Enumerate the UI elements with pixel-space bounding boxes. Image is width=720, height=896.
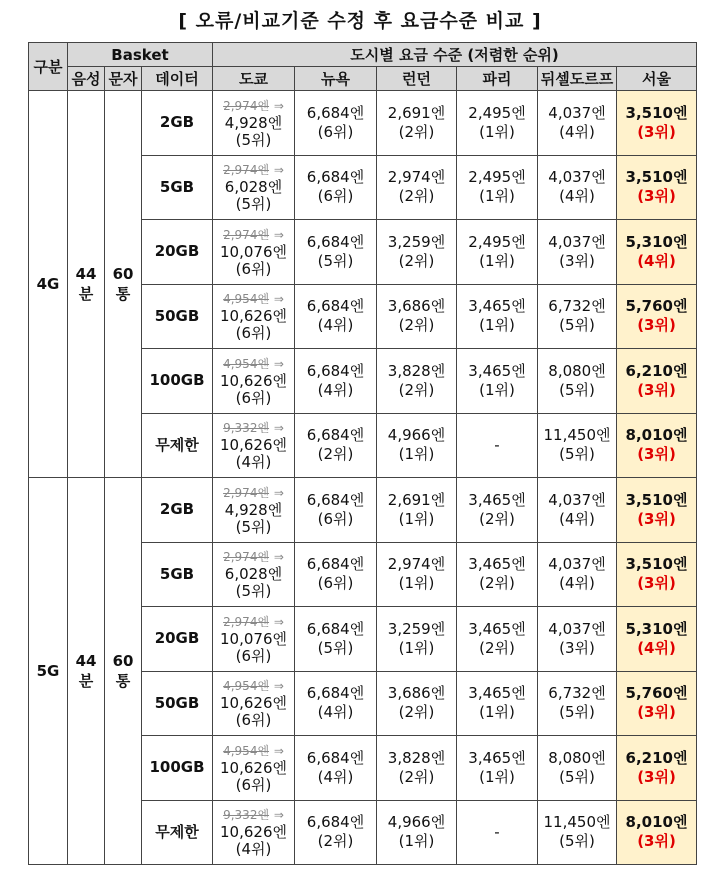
seoul-price-value: 3,510엔 xyxy=(625,555,688,574)
seoul-rank: (4위) xyxy=(637,638,676,657)
dusseldorf-price xyxy=(538,542,617,607)
london-price xyxy=(377,800,457,865)
newyork-rank: (4위) xyxy=(317,316,354,335)
seoul-price xyxy=(617,478,697,543)
data-plan: 50GB xyxy=(142,671,213,736)
london-price-value: 2,974엔 xyxy=(387,555,446,574)
dusseldorf-price xyxy=(538,671,617,736)
dusseldorf-rank: (4위) xyxy=(559,574,595,593)
dusseldorf-price-value: 11,450엔 xyxy=(543,813,611,832)
london-rank: (2위) xyxy=(398,767,435,786)
voice-amount: 44 xyxy=(75,652,97,670)
paris-rank: (2위) xyxy=(479,574,515,593)
paris-price xyxy=(457,800,538,865)
newyork-price xyxy=(295,542,377,607)
london-price xyxy=(377,349,457,414)
tokyo-old-price: 4,954엔 xyxy=(223,743,270,758)
tokyo-rank: (5위) xyxy=(235,130,272,149)
tokyo-price xyxy=(213,413,295,478)
table-row xyxy=(29,478,697,543)
paris-price xyxy=(457,736,538,801)
header-city-dusseldorf: 뒤셀도르프 xyxy=(538,67,617,91)
london-price xyxy=(377,220,457,285)
tokyo-old-price-line xyxy=(213,484,294,502)
newyork-price xyxy=(295,284,377,349)
dusseldorf-price-value: 11,450엔 xyxy=(543,426,611,445)
dusseldorf-price-value: 4,037엔 xyxy=(548,103,606,122)
table-header xyxy=(29,43,697,91)
tokyo-old-price-line xyxy=(213,613,294,631)
dusseldorf-rank: (5위) xyxy=(559,832,595,851)
header-basket: Basket xyxy=(68,43,213,67)
data-plan: 무제한 xyxy=(142,413,213,478)
network-generation: 5G xyxy=(29,478,68,865)
paris-price xyxy=(457,220,538,285)
header-category: 구분 xyxy=(29,43,68,91)
paris-price-value: 3,465엔 xyxy=(468,748,526,767)
london-price-value: 3,686엔 xyxy=(387,297,446,316)
sms-amount: 60 xyxy=(112,652,134,670)
seoul-price xyxy=(617,349,697,414)
tokyo-price xyxy=(213,736,295,801)
seoul-price xyxy=(617,155,697,220)
tokyo-price xyxy=(213,91,295,156)
newyork-price-value: 6,684엔 xyxy=(306,555,365,574)
tokyo-old-price: 4,954엔 xyxy=(223,679,270,694)
dusseldorf-price-value: 8,080엔 xyxy=(548,748,606,767)
newyork-rank: (5위) xyxy=(317,251,354,270)
seoul-price xyxy=(617,671,697,736)
dusseldorf-price-value: 4,037엔 xyxy=(548,555,606,574)
dusseldorf-rank: (5위) xyxy=(559,380,595,399)
dusseldorf-price xyxy=(538,800,617,865)
data-plan: 무제한 xyxy=(142,800,213,865)
seoul-price xyxy=(617,542,697,607)
dusseldorf-rank: (3위) xyxy=(559,251,595,270)
paris-price xyxy=(457,671,538,736)
seoul-price-value: 5,310엔 xyxy=(625,619,688,638)
arrow-right-icon: ⇒ xyxy=(273,550,284,565)
tokyo-new-price: 4,928엔 xyxy=(224,500,283,519)
arrow-right-icon: ⇒ xyxy=(273,98,284,113)
london-rank: (2위) xyxy=(398,187,435,206)
tokyo-new-price: 10,626엔 xyxy=(220,758,287,777)
seoul-price xyxy=(617,220,697,285)
seoul-price-value: 5,760엔 xyxy=(625,684,688,703)
paris-price-value: 2,495엔 xyxy=(468,103,526,122)
paris-price-value: 3,465엔 xyxy=(468,490,526,509)
london-rank: (1위) xyxy=(398,574,435,593)
paris-price xyxy=(457,413,538,478)
sms-basket xyxy=(105,91,142,478)
tokyo-old-price: 2,974엔 xyxy=(223,614,270,629)
newyork-price-value: 6,684엔 xyxy=(306,297,365,316)
dusseldorf-rank: (5위) xyxy=(559,316,595,335)
london-rank: (2위) xyxy=(398,703,435,722)
tokyo-old-price-line xyxy=(213,419,294,437)
seoul-price-value: 3,510엔 xyxy=(625,168,688,187)
london-price-value: 4,966엔 xyxy=(387,426,446,445)
tokyo-old-price: 2,974엔 xyxy=(223,163,270,178)
seoul-price-value: 3,510엔 xyxy=(625,103,688,122)
paris-rank: (1위) xyxy=(479,122,515,141)
london-price xyxy=(377,671,457,736)
newyork-price xyxy=(295,413,377,478)
data-plan: 20GB xyxy=(142,607,213,672)
tokyo-old-price-line xyxy=(213,742,294,760)
dusseldorf-price xyxy=(538,607,617,672)
header-city-newyork: 뉴욕 xyxy=(295,67,377,91)
tokyo-old-price: 9,332엔 xyxy=(223,421,270,436)
seoul-price xyxy=(617,91,697,156)
london-rank: (1위) xyxy=(398,509,435,528)
tokyo-old-price: 2,974엔 xyxy=(223,550,270,565)
dusseldorf-price-value: 4,037엔 xyxy=(548,619,606,638)
dusseldorf-price xyxy=(538,220,617,285)
tokyo-old-price: 2,974엔 xyxy=(223,485,270,500)
seoul-price-value: 5,760엔 xyxy=(625,297,688,316)
dusseldorf-price-value: 6,732엔 xyxy=(548,684,606,703)
tokyo-old-price: 2,974엔 xyxy=(223,227,270,242)
london-price xyxy=(377,91,457,156)
dusseldorf-price xyxy=(538,284,617,349)
dusseldorf-rank: (5위) xyxy=(559,703,595,722)
tokyo-new-price: 6,028엔 xyxy=(224,565,283,584)
seoul-rank: (3위) xyxy=(637,832,676,851)
paris-price xyxy=(457,91,538,156)
data-plan: 5GB xyxy=(142,155,213,220)
london-price xyxy=(377,155,457,220)
dusseldorf-price-value: 8,080엔 xyxy=(548,361,606,380)
sms-unit: 통 xyxy=(115,285,131,303)
paris-price xyxy=(457,349,538,414)
newyork-price-value: 6,684엔 xyxy=(306,232,365,251)
newyork-rank: (4위) xyxy=(317,703,354,722)
seoul-rank: (3위) xyxy=(637,509,676,528)
tokyo-price xyxy=(213,542,295,607)
tokyo-price xyxy=(213,284,295,349)
seoul-price-value: 6,210엔 xyxy=(625,748,688,767)
newyork-price-value: 6,684엔 xyxy=(306,361,365,380)
header-city-level: 도시별 요금 수준 (저렴한 순위) xyxy=(213,43,697,67)
seoul-price xyxy=(617,413,697,478)
data-plan: 50GB xyxy=(142,284,213,349)
london-price xyxy=(377,413,457,478)
paris-rank: (2위) xyxy=(479,638,515,657)
data-plan: 2GB xyxy=(142,478,213,543)
dusseldorf-price xyxy=(538,155,617,220)
newyork-price-value: 6,684엔 xyxy=(306,168,365,187)
tokyo-new-price: 10,626엔 xyxy=(220,307,287,326)
paris-price-value: 3,465엔 xyxy=(468,555,526,574)
data-plan: 100GB xyxy=(142,736,213,801)
sms-unit: 통 xyxy=(115,672,131,690)
seoul-price-value: 5,310엔 xyxy=(625,232,688,251)
seoul-price-value: 8,010엔 xyxy=(625,813,688,832)
paris-price xyxy=(457,607,538,672)
tokyo-rank: (4위) xyxy=(235,840,272,859)
newyork-price-value: 6,684엔 xyxy=(306,490,365,509)
arrow-right-icon: ⇒ xyxy=(273,485,284,500)
data-plan: 20GB xyxy=(142,220,213,285)
data-plan: 2GB xyxy=(142,91,213,156)
seoul-price xyxy=(617,736,697,801)
tokyo-old-price-line xyxy=(213,677,294,695)
tokyo-new-price: 10,076엔 xyxy=(220,242,287,261)
tokyo-price xyxy=(213,800,295,865)
newyork-price xyxy=(295,155,377,220)
london-price xyxy=(377,607,457,672)
london-rank: (1위) xyxy=(398,638,435,657)
arrow-right-icon: ⇒ xyxy=(273,679,284,694)
london-price xyxy=(377,478,457,543)
london-price-value: 3,828엔 xyxy=(387,361,446,380)
seoul-rank: (3위) xyxy=(637,574,676,593)
header-city-london: 런던 xyxy=(377,67,457,91)
arrow-right-icon: ⇒ xyxy=(273,163,284,178)
london-price-value: 3,686엔 xyxy=(387,684,446,703)
tokyo-old-price-line xyxy=(213,355,294,373)
london-rank: (2위) xyxy=(398,380,435,399)
dusseldorf-price xyxy=(538,413,617,478)
page-title: [ 오류/비교기준 수정 후 요금수준 비교 ] xyxy=(178,10,542,32)
header-city-tokyo: 도쿄 xyxy=(213,67,295,91)
arrow-right-icon: ⇒ xyxy=(273,292,284,307)
london-price-value: 2,691엔 xyxy=(387,103,446,122)
newyork-price-value: 6,684엔 xyxy=(306,748,365,767)
london-price xyxy=(377,736,457,801)
seoul-rank: (3위) xyxy=(637,316,676,335)
paris-rank: (1위) xyxy=(479,703,515,722)
tokyo-rank: (6위) xyxy=(235,646,272,665)
newyork-price xyxy=(295,478,377,543)
voice-amount: 44 xyxy=(75,265,97,283)
tokyo-old-price-line xyxy=(213,806,294,824)
paris-price-value: 2,495엔 xyxy=(468,168,526,187)
tokyo-rank: (6위) xyxy=(235,775,272,794)
tokyo-new-price: 10,076엔 xyxy=(220,629,287,648)
newyork-price-value: 6,684엔 xyxy=(306,813,365,832)
tokyo-new-price: 4,928엔 xyxy=(224,113,283,132)
london-price-value: 2,974엔 xyxy=(387,168,446,187)
seoul-price xyxy=(617,284,697,349)
newyork-price xyxy=(295,607,377,672)
header-city-paris: 파리 xyxy=(457,67,538,91)
newyork-rank: (2위) xyxy=(317,445,354,464)
dusseldorf-rank: (5위) xyxy=(559,767,595,786)
tokyo-price xyxy=(213,671,295,736)
newyork-rank: (4위) xyxy=(317,380,354,399)
dusseldorf-price xyxy=(538,91,617,156)
seoul-rank: (3위) xyxy=(637,767,676,786)
newyork-price-value: 6,684엔 xyxy=(306,684,365,703)
london-price xyxy=(377,284,457,349)
london-rank: (2위) xyxy=(398,251,435,270)
dusseldorf-price xyxy=(538,478,617,543)
london-rank: (1위) xyxy=(398,445,435,464)
tokyo-new-price: 10,626엔 xyxy=(220,371,287,390)
tokyo-old-price-line xyxy=(213,97,294,115)
table-body xyxy=(29,91,697,865)
header-voice: 음성 xyxy=(68,67,105,91)
london-rank: (2위) xyxy=(398,316,435,335)
seoul-rank: (3위) xyxy=(637,445,676,464)
paris-price-value: - xyxy=(494,435,500,454)
seoul-rank: (3위) xyxy=(637,703,676,722)
tokyo-rank: (6위) xyxy=(235,324,272,343)
dusseldorf-price xyxy=(538,736,617,801)
seoul-rank: (3위) xyxy=(637,122,676,141)
tokyo-old-price: 4,954엔 xyxy=(223,356,270,371)
dusseldorf-price-value: 4,037엔 xyxy=(548,168,606,187)
tokyo-price xyxy=(213,349,295,414)
paris-rank: (1위) xyxy=(479,316,515,335)
arrow-right-icon: ⇒ xyxy=(273,614,284,629)
paris-rank: (1위) xyxy=(479,251,515,270)
paris-price-value: 3,465엔 xyxy=(468,684,526,703)
tokyo-price xyxy=(213,478,295,543)
tokyo-old-price: 2,974엔 xyxy=(223,98,270,113)
paris-rank: (1위) xyxy=(479,767,515,786)
tokyo-rank: (5위) xyxy=(235,195,272,214)
seoul-rank: (3위) xyxy=(637,380,676,399)
seoul-price xyxy=(617,800,697,865)
sms-basket xyxy=(105,478,142,865)
seoul-price-value: 3,510엔 xyxy=(625,490,688,509)
arrow-right-icon: ⇒ xyxy=(273,421,284,436)
newyork-rank: (6위) xyxy=(317,122,354,141)
tokyo-rank: (4위) xyxy=(235,453,272,472)
newyork-price xyxy=(295,91,377,156)
tokyo-old-price-line xyxy=(213,548,294,566)
dusseldorf-price xyxy=(538,349,617,414)
data-plan: 100GB xyxy=(142,349,213,414)
tokyo-rank: (6위) xyxy=(235,711,272,730)
table-row xyxy=(29,91,697,156)
london-price-value: 3,259엔 xyxy=(387,619,446,638)
dusseldorf-rank: (4위) xyxy=(559,122,595,141)
dusseldorf-price-value: 4,037엔 xyxy=(548,232,606,251)
paris-price xyxy=(457,478,538,543)
tokyo-price xyxy=(213,607,295,672)
london-price-value: 3,259엔 xyxy=(387,232,446,251)
seoul-price-value: 8,010엔 xyxy=(625,426,688,445)
newyork-price xyxy=(295,349,377,414)
newyork-rank: (5위) xyxy=(317,638,354,657)
tokyo-old-price: 9,332엔 xyxy=(223,808,270,823)
tokyo-price xyxy=(213,220,295,285)
paris-price xyxy=(457,284,538,349)
tokyo-rank: (5위) xyxy=(235,517,272,536)
tokyo-new-price: 10,626엔 xyxy=(220,436,287,455)
tokyo-old-price-line xyxy=(213,161,294,179)
dusseldorf-rank: (4위) xyxy=(559,509,595,528)
sms-amount: 60 xyxy=(112,265,134,283)
arrow-right-icon: ⇒ xyxy=(273,356,284,371)
dusseldorf-price-value: 6,732엔 xyxy=(548,297,606,316)
voice-unit: 분 xyxy=(78,285,94,303)
price-comparison-table xyxy=(28,42,697,865)
newyork-price xyxy=(295,671,377,736)
paris-rank: (1위) xyxy=(479,380,515,399)
newyork-price xyxy=(295,800,377,865)
dusseldorf-rank: (5위) xyxy=(559,445,595,464)
tokyo-price xyxy=(213,155,295,220)
london-price-value: 2,691엔 xyxy=(387,490,446,509)
newyork-rank: (2위) xyxy=(317,832,354,851)
paris-price xyxy=(457,155,538,220)
header-city-seoul: 서울 xyxy=(617,67,697,91)
dusseldorf-rank: (4위) xyxy=(559,187,595,206)
tokyo-rank: (5위) xyxy=(235,582,272,601)
london-price-value: 4,966엔 xyxy=(387,813,446,832)
paris-rank: (2위) xyxy=(479,509,515,528)
paris-rank: (1위) xyxy=(479,187,515,206)
newyork-rank: (6위) xyxy=(317,509,354,528)
newyork-price-value: 6,684엔 xyxy=(306,619,365,638)
tokyo-old-price: 4,954엔 xyxy=(223,292,270,307)
paris-price-value: 3,465엔 xyxy=(468,619,526,638)
newyork-price xyxy=(295,736,377,801)
network-generation: 4G xyxy=(29,91,68,478)
header-sms: 문자 xyxy=(105,67,142,91)
header-data: 데이터 xyxy=(142,67,213,91)
paris-price-value: - xyxy=(494,822,500,841)
newyork-price xyxy=(295,220,377,285)
voice-basket xyxy=(68,478,105,865)
london-price xyxy=(377,542,457,607)
tokyo-new-price: 10,626엔 xyxy=(220,694,287,713)
paris-price-value: 3,465엔 xyxy=(468,297,526,316)
seoul-rank: (3위) xyxy=(637,187,676,206)
tokyo-old-price-line xyxy=(213,290,294,308)
dusseldorf-price-value: 4,037엔 xyxy=(548,490,606,509)
newyork-price-value: 6,684엔 xyxy=(306,426,365,445)
dusseldorf-rank: (3위) xyxy=(559,638,595,657)
tokyo-new-price: 6,028엔 xyxy=(224,178,283,197)
seoul-rank: (4위) xyxy=(637,251,676,270)
newyork-rank: (4위) xyxy=(317,767,354,786)
arrow-right-icon: ⇒ xyxy=(273,227,284,242)
london-rank: (1위) xyxy=(398,832,435,851)
paris-price xyxy=(457,542,538,607)
seoul-price xyxy=(617,607,697,672)
newyork-rank: (6위) xyxy=(317,187,354,206)
seoul-price-value: 6,210엔 xyxy=(625,361,688,380)
paris-price-value: 2,495엔 xyxy=(468,232,526,251)
london-price-value: 3,828엔 xyxy=(387,748,446,767)
tokyo-new-price: 10,626엔 xyxy=(220,823,287,842)
data-plan: 5GB xyxy=(142,542,213,607)
tokyo-rank: (6위) xyxy=(235,388,272,407)
tokyo-rank: (6위) xyxy=(235,259,272,278)
voice-basket xyxy=(68,91,105,478)
tokyo-old-price-line xyxy=(213,226,294,244)
paris-price-value: 3,465엔 xyxy=(468,361,526,380)
newyork-rank: (6위) xyxy=(317,574,354,593)
voice-unit: 분 xyxy=(78,672,94,690)
london-rank: (2위) xyxy=(398,122,435,141)
arrow-right-icon: ⇒ xyxy=(273,808,284,823)
arrow-right-icon: ⇒ xyxy=(273,743,284,758)
newyork-price-value: 6,684엔 xyxy=(306,103,365,122)
